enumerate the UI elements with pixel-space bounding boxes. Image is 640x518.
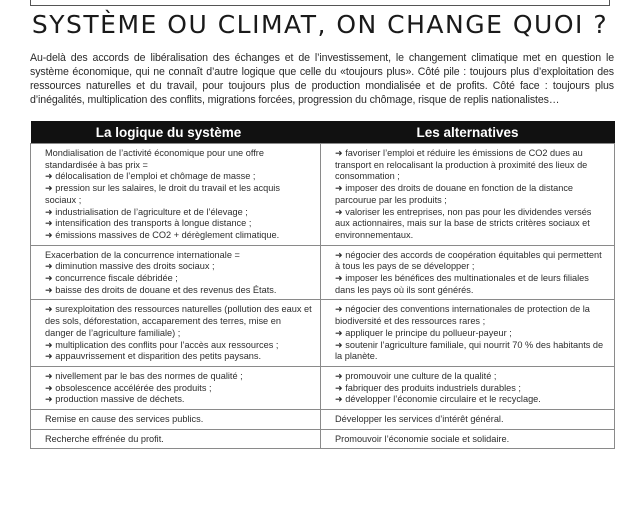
- cell-line: ➜ promouvoir une culture de la qualité ;: [335, 370, 497, 381]
- table-row: [31, 300, 615, 367]
- cell-line: ➜ nivellement par le bas des normes de qualité ;: [45, 370, 243, 381]
- cell-line: ➜ soutenir l’agriculture familiale, qui nourrit 70 % des habitants de la planète.: [335, 339, 604, 362]
- cell-line: ➜ baisse des droits de douane et des revenus des États.: [45, 284, 277, 295]
- cell-line: ➜ développer l’économie circulaire et le recyclage.: [335, 394, 541, 405]
- cell-line: Développer les services d’intérêt général.: [335, 414, 504, 425]
- system-logic-cell: [31, 366, 321, 409]
- cell-line: Recherche effrénée du profit.: [45, 433, 164, 444]
- intro-paragraph: Au-delà des accords de libéralisation des échanges et de l’investissement, le changement climatique met en question le système économique, qui ne connaît d’autre logique que celle du «toujours plus». Côté pile : toujours plus d’exploitation des ressources naturelles et du travail, pour toujours plus de production mondialisée et de profits. Côté face : toujours plus d’inégalités, multiplication des conflits, migrations forcées, progression du chômage, risque de replis nationalistes…: [30, 52, 614, 106]
- cell-line: Promouvoir l’économie sociale et solidaire.: [335, 433, 510, 444]
- cell-line: ➜ industrialisation de l’agriculture et de l’élevage ;: [45, 206, 248, 217]
- cell-line: ➜ favoriser l’emploi et réduire les émissions de CO2 dues au transport en relocalisant la production à proximité des lieux de consommation ;: [335, 148, 588, 182]
- system-logic-cell: [31, 300, 321, 367]
- alternatives-cell: [321, 429, 615, 449]
- alternatives-cell: [321, 410, 615, 430]
- cell-line: ➜ diminution massive des droits sociaux ;: [45, 261, 215, 272]
- cell-line: ➜ surexploitation des ressources naturelles (pollution des eaux et des sols, déforestation, accaparement des terres, mise en danger de l’agriculture familiale) ;: [45, 304, 312, 338]
- table-row: [31, 245, 615, 300]
- system-logic-cell: [31, 144, 321, 246]
- cell-line: ➜ émissions massives de CO2 + dérèglement climatique.: [45, 229, 280, 240]
- cell-line: Exacerbation de la concurrence internationale =: [45, 249, 240, 260]
- cell-line: Remise en cause des services publics.: [45, 414, 204, 425]
- top-frame-border: [30, 0, 610, 6]
- cell-line: Mondialisation de l’activité économique pour une offre standardisée à bas prix =: [45, 148, 264, 170]
- table-row: [31, 429, 615, 449]
- cell-line: ➜ fabriquer des produits industriels durables ;: [335, 382, 521, 393]
- system-logic-cell: [31, 429, 321, 449]
- cell-line: ➜ appauvrissement et disparition des petits paysans.: [45, 351, 262, 362]
- table-row: [31, 144, 615, 246]
- comparison-table: [30, 121, 615, 449]
- cell-line: ➜ intensification des transports à longue distance ;: [45, 218, 252, 229]
- system-logic-cell: [31, 245, 321, 300]
- cell-line: ➜ obsolescence accélérée des produits ;: [45, 382, 212, 393]
- header-system-logic: La logique du système: [31, 121, 321, 144]
- alternatives-cell: [321, 300, 615, 367]
- cell-line: ➜ concurrence fiscale débridée ;: [45, 273, 178, 284]
- page-title: SYSTÈME OU CLIMAT, ON CHANGE QUOI ?: [31, 10, 609, 39]
- system-logic-cell: [31, 410, 321, 430]
- table-header-row: [31, 121, 615, 144]
- cell-line: ➜ négocier des conventions internationales de protection de la biodiversité et des ressources rares ;: [335, 304, 590, 327]
- table-row: [31, 366, 615, 409]
- cell-line: ➜ négocier des accords de coopération équitables qui permettent à tous les pays de se développer ;: [335, 249, 602, 272]
- header-alternatives: Les alternatives: [321, 121, 615, 144]
- alternatives-cell: [321, 144, 615, 246]
- alternatives-cell: [321, 245, 615, 300]
- table-body: [31, 144, 615, 449]
- cell-line: ➜ production massive de déchets.: [45, 394, 185, 405]
- table-row: [31, 410, 615, 430]
- cell-line: ➜ délocalisation de l’emploi et chômage de masse ;: [45, 171, 256, 182]
- cell-line: ➜ pression sur les salaires, le droit du travail et les acquis sociaux ;: [45, 183, 280, 205]
- cell-line: ➜ imposer les bénéfices des multinationales et de leurs filiales dans les pays où ils sont générés.: [335, 273, 589, 295]
- alternatives-cell: [321, 366, 615, 409]
- cell-line: ➜ valoriser les entreprises, non pas pour les dividendes versés aux actionnaires, mais sur la base de stricts critères sociaux et environnementaux.: [335, 206, 592, 240]
- cell-line: ➜ appliquer le principe du pollueur-payeur ;: [335, 327, 512, 338]
- cell-line: ➜ multiplication des conflits pour l’accès aux ressources ;: [45, 339, 279, 350]
- cell-line: ➜ imposer des droits de douane en fonction de la distance parcourue par les produits ;: [335, 183, 574, 205]
